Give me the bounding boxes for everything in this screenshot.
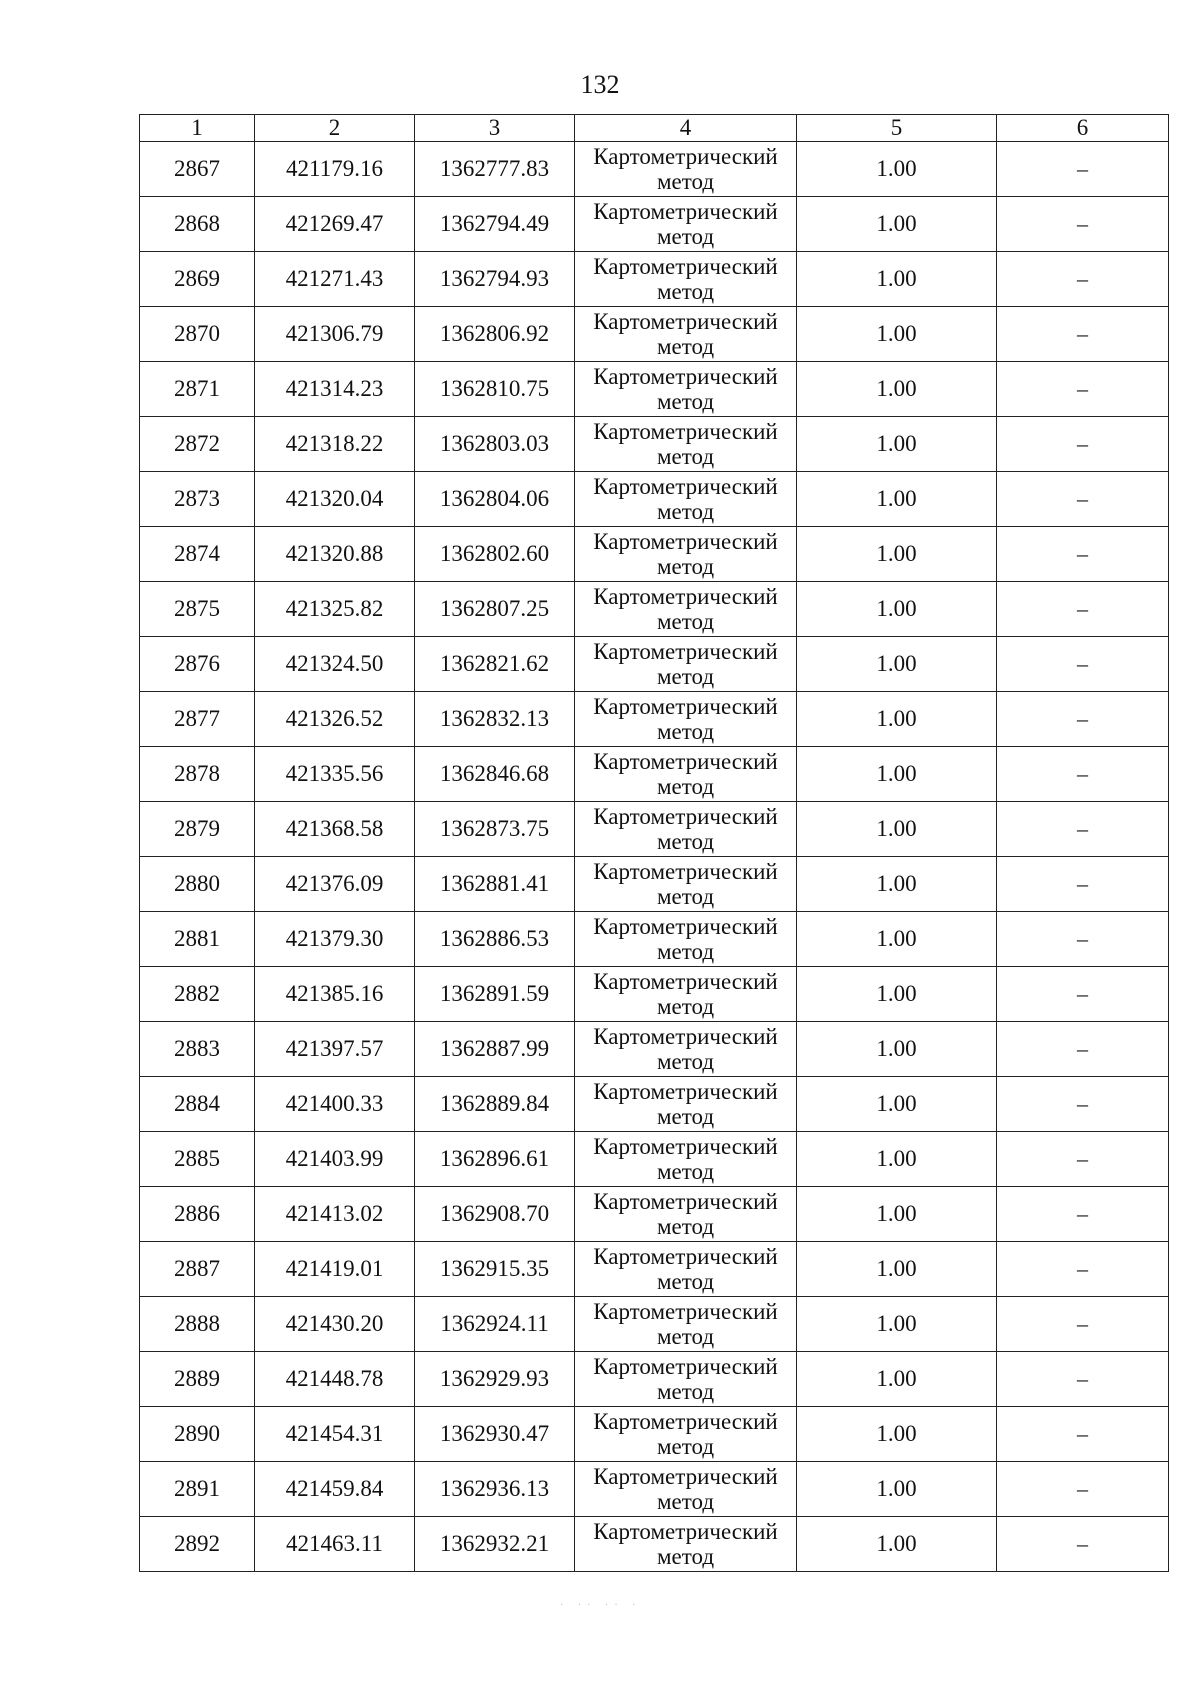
- note-cell: –: [997, 1462, 1169, 1517]
- method-line-1: Картометрический: [593, 584, 778, 609]
- method-cell: [575, 1187, 797, 1242]
- y-coordinate-cell: 1362807.25: [415, 582, 575, 637]
- x-coordinate-cell: 421320.04: [255, 472, 415, 527]
- note-cell: –: [997, 857, 1169, 912]
- method-cell: [575, 527, 797, 582]
- note-cell: –: [997, 1022, 1169, 1077]
- y-coordinate-cell: 1362846.68: [415, 747, 575, 802]
- method-line-2: метод: [656, 334, 715, 359]
- y-coordinate-cell: 1362873.75: [415, 802, 575, 857]
- method-line-1: Картометрический: [593, 199, 778, 224]
- y-coordinate-cell: 1362908.70: [415, 1187, 575, 1242]
- table-row: [140, 362, 1169, 417]
- accuracy-cell: 1.00: [797, 1187, 997, 1242]
- method-cell: [575, 472, 797, 527]
- method-cell: [575, 692, 797, 747]
- y-coordinate-cell: 1362929.93: [415, 1352, 575, 1407]
- scan-artifact: · ·· ·· ·: [560, 1600, 642, 1611]
- method-cell: [575, 1352, 797, 1407]
- accuracy-cell: 1.00: [797, 197, 997, 252]
- method-line-1: Картометрический: [593, 804, 778, 829]
- method-cell: [575, 252, 797, 307]
- coordinates-table: [139, 114, 1169, 1572]
- method-line-2: метод: [656, 774, 715, 799]
- note-cell: –: [997, 637, 1169, 692]
- note-cell: –: [997, 142, 1169, 197]
- table-header: [140, 115, 1169, 142]
- table-row: [140, 1022, 1169, 1077]
- accuracy-cell: 1.00: [797, 802, 997, 857]
- accuracy-cell: 1.00: [797, 747, 997, 802]
- table-row: [140, 1462, 1169, 1517]
- method-cell: [575, 417, 797, 472]
- y-coordinate-cell: 1362932.21: [415, 1517, 575, 1572]
- note-cell: –: [997, 967, 1169, 1022]
- point-number-cell: 2882: [140, 967, 255, 1022]
- method-line-1: Картометрический: [593, 364, 778, 389]
- method-cell: [575, 1407, 797, 1462]
- note-cell: –: [997, 527, 1169, 582]
- accuracy-cell: 1.00: [797, 857, 997, 912]
- note-cell: –: [997, 692, 1169, 747]
- x-coordinate-cell: 421454.31: [255, 1407, 415, 1462]
- note-cell: –: [997, 252, 1169, 307]
- y-coordinate-cell: 1362794.49: [415, 197, 575, 252]
- accuracy-cell: 1.00: [797, 472, 997, 527]
- x-coordinate-cell: 421448.78: [255, 1352, 415, 1407]
- y-coordinate-cell: 1362896.61: [415, 1132, 575, 1187]
- method-line-2: метод: [656, 939, 715, 964]
- method-line-2: метод: [656, 224, 715, 249]
- point-number-cell: 2872: [140, 417, 255, 472]
- y-coordinate-cell: 1362881.41: [415, 857, 575, 912]
- y-coordinate-cell: 1362936.13: [415, 1462, 575, 1517]
- accuracy-cell: 1.00: [797, 1077, 997, 1132]
- table-row: [140, 1297, 1169, 1352]
- header-cell-6: 6: [997, 115, 1169, 142]
- header-cell-4: 4: [575, 115, 797, 142]
- method-line-2: метод: [656, 1269, 715, 1294]
- table-row: [140, 857, 1169, 912]
- table-row: [140, 1187, 1169, 1242]
- method-line-1: Картометрический: [593, 1024, 778, 1049]
- point-number-cell: 2885: [140, 1132, 255, 1187]
- point-number-cell: 2868: [140, 197, 255, 252]
- table-row: [140, 1132, 1169, 1187]
- y-coordinate-cell: 1362889.84: [415, 1077, 575, 1132]
- method-line-1: Картометрический: [593, 1299, 778, 1324]
- accuracy-cell: 1.00: [797, 527, 997, 582]
- accuracy-cell: 1.00: [797, 142, 997, 197]
- method-line-2: метод: [656, 499, 715, 524]
- method-line-1: Картометрический: [593, 1134, 778, 1159]
- method-line-2: метод: [656, 609, 715, 634]
- note-cell: –: [997, 417, 1169, 472]
- method-line-2: метод: [656, 1324, 715, 1349]
- method-line-1: Картометрический: [593, 309, 778, 334]
- method-cell: [575, 1022, 797, 1077]
- accuracy-cell: 1.00: [797, 637, 997, 692]
- method-cell: [575, 1132, 797, 1187]
- point-number-cell: 2891: [140, 1462, 255, 1517]
- x-coordinate-cell: 421320.88: [255, 527, 415, 582]
- x-coordinate-cell: 421179.16: [255, 142, 415, 197]
- x-coordinate-cell: 421376.09: [255, 857, 415, 912]
- table-row: [140, 747, 1169, 802]
- table-row: [140, 307, 1169, 362]
- y-coordinate-cell: 1362777.83: [415, 142, 575, 197]
- method-line-1: Картометрический: [593, 1079, 778, 1104]
- method-line-1: Картометрический: [593, 144, 778, 169]
- x-coordinate-cell: 421306.79: [255, 307, 415, 362]
- point-number-cell: 2871: [140, 362, 255, 417]
- x-coordinate-cell: 421459.84: [255, 1462, 415, 1517]
- y-coordinate-cell: 1362832.13: [415, 692, 575, 747]
- y-coordinate-cell: 1362886.53: [415, 912, 575, 967]
- method-line-1: Картометрический: [593, 1189, 778, 1214]
- note-cell: –: [997, 582, 1169, 637]
- point-number-cell: 2875: [140, 582, 255, 637]
- point-number-cell: 2879: [140, 802, 255, 857]
- method-cell: [575, 1077, 797, 1132]
- note-cell: –: [997, 747, 1169, 802]
- method-cell: [575, 637, 797, 692]
- accuracy-cell: 1.00: [797, 362, 997, 417]
- method-line-2: метод: [656, 719, 715, 744]
- y-coordinate-cell: 1362806.92: [415, 307, 575, 362]
- y-coordinate-cell: 1362821.62: [415, 637, 575, 692]
- table-row: [140, 912, 1169, 967]
- method-line-2: метод: [656, 884, 715, 909]
- method-cell: [575, 912, 797, 967]
- table-row: [140, 1517, 1169, 1572]
- x-coordinate-cell: 421271.43: [255, 252, 415, 307]
- point-number-cell: 2881: [140, 912, 255, 967]
- point-number-cell: 2888: [140, 1297, 255, 1352]
- y-coordinate-cell: 1362803.03: [415, 417, 575, 472]
- method-line-2: метод: [656, 169, 715, 194]
- note-cell: –: [997, 1187, 1169, 1242]
- table-row: [140, 1407, 1169, 1462]
- method-line-1: Картометрический: [593, 749, 778, 774]
- method-cell: [575, 857, 797, 912]
- method-line-1: Картометрический: [593, 474, 778, 499]
- method-cell: [575, 1242, 797, 1297]
- accuracy-cell: 1.00: [797, 1407, 997, 1462]
- note-cell: –: [997, 1242, 1169, 1297]
- method-line-1: Картометрический: [593, 1244, 778, 1269]
- accuracy-cell: 1.00: [797, 582, 997, 637]
- point-number-cell: 2877: [140, 692, 255, 747]
- table-row: [140, 802, 1169, 857]
- x-coordinate-cell: 421385.16: [255, 967, 415, 1022]
- method-cell: [575, 747, 797, 802]
- table-row: [140, 967, 1169, 1022]
- x-coordinate-cell: 421269.47: [255, 197, 415, 252]
- method-line-2: метод: [656, 1379, 715, 1404]
- method-cell: [575, 1517, 797, 1572]
- point-number-cell: 2876: [140, 637, 255, 692]
- table-row: [140, 527, 1169, 582]
- accuracy-cell: 1.00: [797, 692, 997, 747]
- point-number-cell: 2869: [140, 252, 255, 307]
- method-line-2: метод: [656, 1434, 715, 1459]
- method-line-2: метод: [656, 829, 715, 854]
- method-line-2: метод: [656, 279, 715, 304]
- x-coordinate-cell: 421318.22: [255, 417, 415, 472]
- method-cell: [575, 1462, 797, 1517]
- table-row: [140, 472, 1169, 527]
- x-coordinate-cell: 421419.01: [255, 1242, 415, 1297]
- method-line-1: Картометрический: [593, 1409, 778, 1434]
- x-coordinate-cell: 421403.99: [255, 1132, 415, 1187]
- table-row: [140, 142, 1169, 197]
- accuracy-cell: 1.00: [797, 1517, 997, 1572]
- accuracy-cell: 1.00: [797, 252, 997, 307]
- y-coordinate-cell: 1362887.99: [415, 1022, 575, 1077]
- note-cell: –: [997, 1077, 1169, 1132]
- point-number-cell: 2887: [140, 1242, 255, 1297]
- point-number-cell: 2883: [140, 1022, 255, 1077]
- y-coordinate-cell: 1362794.93: [415, 252, 575, 307]
- accuracy-cell: 1.00: [797, 1132, 997, 1187]
- method-line-2: метод: [656, 1049, 715, 1074]
- x-coordinate-cell: 421397.57: [255, 1022, 415, 1077]
- note-cell: –: [997, 472, 1169, 527]
- accuracy-cell: 1.00: [797, 1462, 997, 1517]
- y-coordinate-cell: 1362915.35: [415, 1242, 575, 1297]
- page-number: 132: [580, 70, 620, 99]
- note-cell: –: [997, 802, 1169, 857]
- note-cell: –: [997, 1352, 1169, 1407]
- x-coordinate-cell: 421335.56: [255, 747, 415, 802]
- x-coordinate-cell: 421326.52: [255, 692, 415, 747]
- note-cell: –: [997, 197, 1169, 252]
- method-line-2: метод: [656, 444, 715, 469]
- x-coordinate-cell: 421413.02: [255, 1187, 415, 1242]
- x-coordinate-cell: 421368.58: [255, 802, 415, 857]
- note-cell: –: [997, 362, 1169, 417]
- x-coordinate-cell: 421314.23: [255, 362, 415, 417]
- note-cell: –: [997, 912, 1169, 967]
- x-coordinate-cell: 421430.20: [255, 1297, 415, 1352]
- accuracy-cell: 1.00: [797, 1352, 997, 1407]
- point-number-cell: 2886: [140, 1187, 255, 1242]
- method-line-2: метод: [656, 389, 715, 414]
- accuracy-cell: 1.00: [797, 967, 997, 1022]
- note-cell: –: [997, 1297, 1169, 1352]
- note-cell: –: [997, 1517, 1169, 1572]
- point-number-cell: 2878: [140, 747, 255, 802]
- method-cell: [575, 1297, 797, 1352]
- point-number-cell: 2880: [140, 857, 255, 912]
- method-cell: [575, 197, 797, 252]
- method-cell: [575, 142, 797, 197]
- method-line-1: Картометрический: [593, 639, 778, 664]
- accuracy-cell: 1.00: [797, 1242, 997, 1297]
- method-line-1: Картометрический: [593, 914, 778, 939]
- note-cell: –: [997, 1132, 1169, 1187]
- point-number-cell: 2867: [140, 142, 255, 197]
- note-cell: –: [997, 1407, 1169, 1462]
- method-line-1: Картометрический: [593, 694, 778, 719]
- method-line-1: Картометрический: [593, 859, 778, 884]
- header-cell-2: 2: [255, 115, 415, 142]
- x-coordinate-cell: 421324.50: [255, 637, 415, 692]
- table-row: [140, 417, 1169, 472]
- table-row: [140, 582, 1169, 637]
- y-coordinate-cell: 1362804.06: [415, 472, 575, 527]
- x-coordinate-cell: 421463.11: [255, 1517, 415, 1572]
- table-row: [140, 252, 1169, 307]
- y-coordinate-cell: 1362930.47: [415, 1407, 575, 1462]
- method-line-1: Картометрический: [593, 1354, 778, 1379]
- table-row: [140, 1077, 1169, 1132]
- x-coordinate-cell: 421379.30: [255, 912, 415, 967]
- accuracy-cell: 1.00: [797, 1022, 997, 1077]
- point-number-cell: 2870: [140, 307, 255, 362]
- y-coordinate-cell: 1362891.59: [415, 967, 575, 1022]
- method-cell: [575, 582, 797, 637]
- method-line-2: метод: [656, 994, 715, 1019]
- table-row: [140, 692, 1169, 747]
- header-cell-3: 3: [415, 115, 575, 142]
- method-line-2: метод: [656, 1544, 715, 1569]
- point-number-cell: 2892: [140, 1517, 255, 1572]
- x-coordinate-cell: 421400.33: [255, 1077, 415, 1132]
- method-line-1: Картометрический: [593, 419, 778, 444]
- point-number-cell: 2889: [140, 1352, 255, 1407]
- point-number-cell: 2890: [140, 1407, 255, 1462]
- table-row: [140, 197, 1169, 252]
- x-coordinate-cell: 421325.82: [255, 582, 415, 637]
- method-line-2: метод: [656, 1104, 715, 1129]
- method-line-2: метод: [656, 664, 715, 689]
- table-row: [140, 637, 1169, 692]
- point-number-cell: 2874: [140, 527, 255, 582]
- table-body: [140, 142, 1169, 1572]
- table-row: [140, 1242, 1169, 1297]
- y-coordinate-cell: 1362802.60: [415, 527, 575, 582]
- header-row: [140, 115, 1169, 142]
- method-line-2: метод: [656, 1214, 715, 1239]
- point-number-cell: 2873: [140, 472, 255, 527]
- header-cell-5: 5: [797, 115, 997, 142]
- table-row: [140, 1352, 1169, 1407]
- method-line-1: Картометрический: [593, 1519, 778, 1544]
- accuracy-cell: 1.00: [797, 307, 997, 362]
- accuracy-cell: 1.00: [797, 912, 997, 967]
- note-cell: –: [997, 307, 1169, 362]
- accuracy-cell: 1.00: [797, 1297, 997, 1352]
- point-number-cell: 2884: [140, 1077, 255, 1132]
- method-line-1: Картометрический: [593, 1464, 778, 1489]
- header-cell-1: 1: [140, 115, 255, 142]
- method-line-2: метод: [656, 1489, 715, 1514]
- method-line-2: метод: [656, 554, 715, 579]
- accuracy-cell: 1.00: [797, 417, 997, 472]
- method-line-1: Картометрический: [593, 969, 778, 994]
- method-cell: [575, 967, 797, 1022]
- method-line-1: Картометрический: [593, 254, 778, 279]
- method-line-1: Картометрический: [593, 529, 778, 554]
- y-coordinate-cell: 1362810.75: [415, 362, 575, 417]
- y-coordinate-cell: 1362924.11: [415, 1297, 575, 1352]
- method-cell: [575, 307, 797, 362]
- method-cell: [575, 362, 797, 417]
- method-line-2: метод: [656, 1159, 715, 1184]
- method-cell: [575, 802, 797, 857]
